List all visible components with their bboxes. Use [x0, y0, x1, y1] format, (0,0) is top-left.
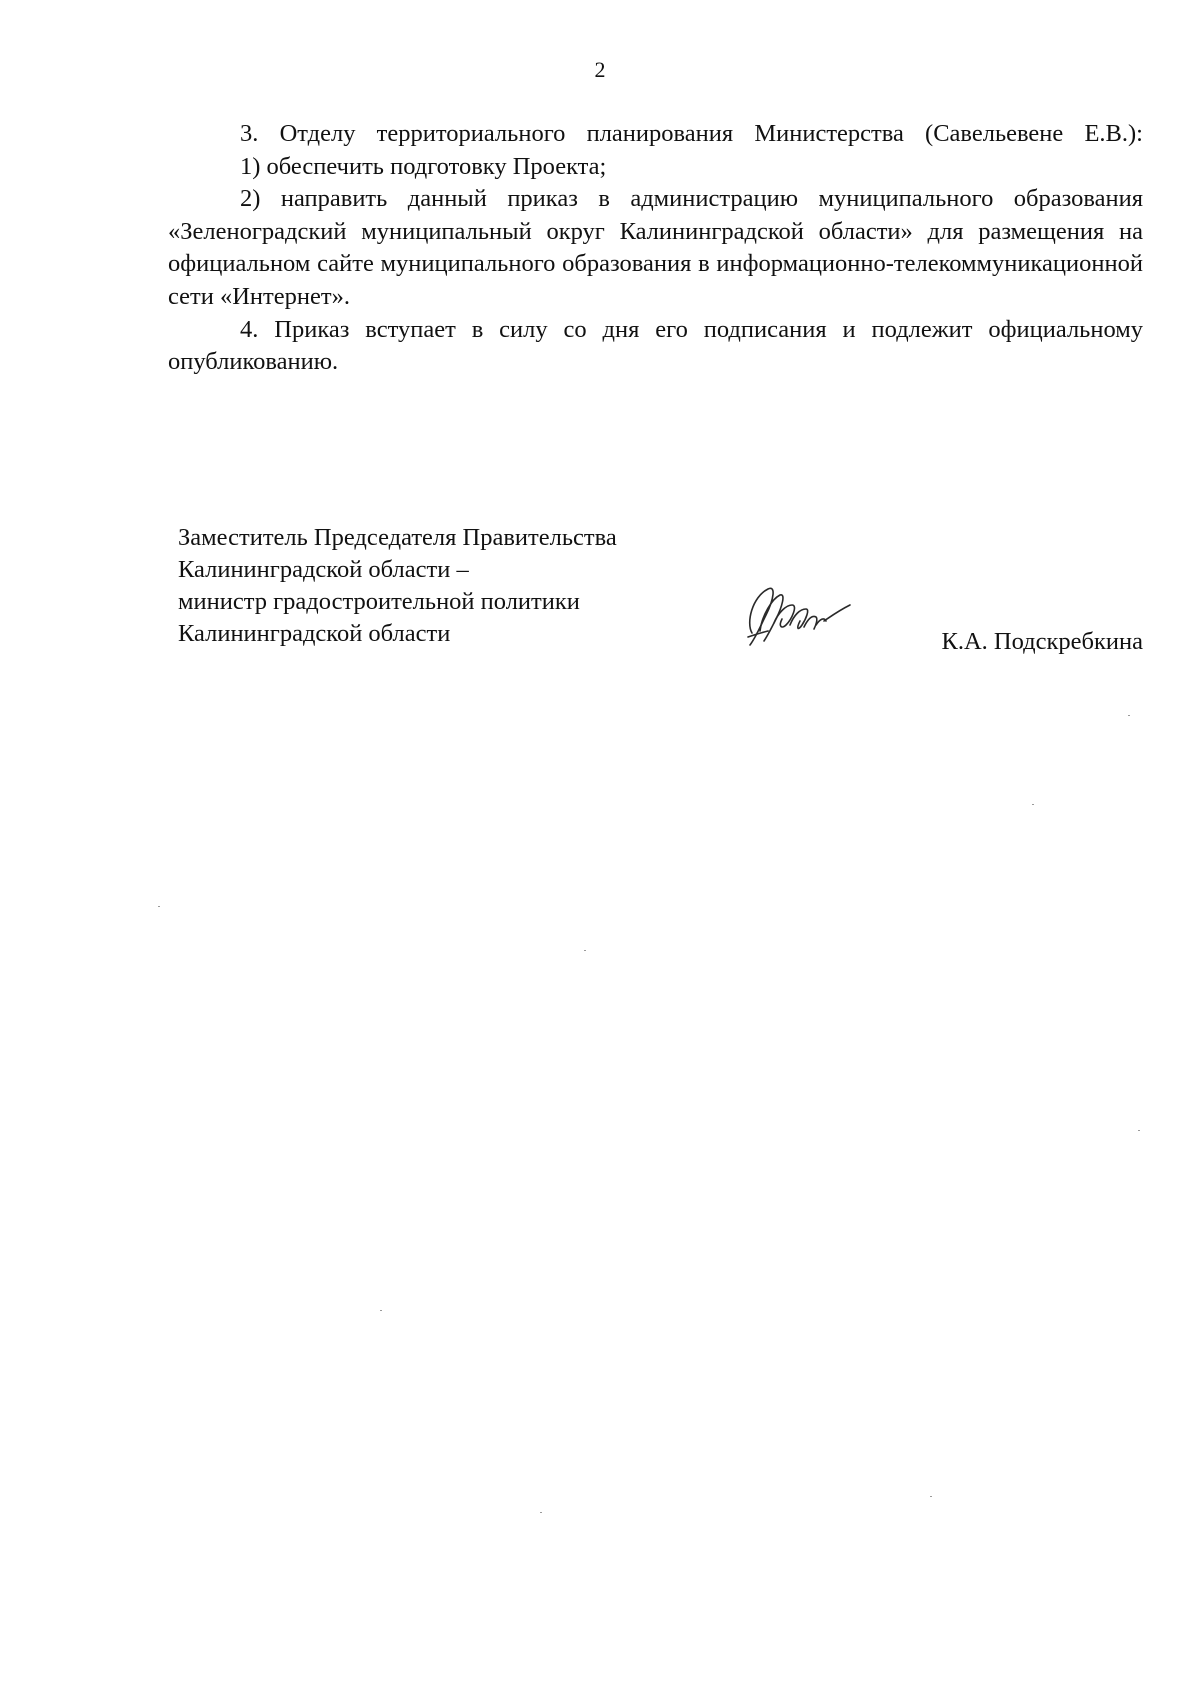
signatory-title — [178, 522, 617, 650]
handwritten-signature — [738, 575, 856, 655]
signatory-name: К.А. Подскребкина — [941, 628, 1143, 655]
scan-speck — [158, 906, 160, 907]
scan-speck — [1138, 1130, 1140, 1131]
document-body — [168, 118, 1143, 379]
paragraph-3-2: 2) направить данный приказ в администрацию муниципального образования «Зеленоградский муниципальный округ Калининградской области» для размещения на официальном сайте муниципального образования в информационно-телекоммуникационной сети «Интернет». — [168, 185, 1143, 310]
scan-speck — [930, 1496, 932, 1497]
scan-speck — [584, 950, 586, 951]
signatory-title-line: Калининградской области — [178, 620, 451, 647]
scan-speck — [540, 1512, 542, 1513]
paragraph-3: 3. Отделу территориального планирования Министерства (Савельевене Е.В.): — [240, 120, 1143, 147]
scan-speck — [380, 1310, 382, 1311]
scan-speck — [1128, 715, 1130, 716]
signatory-title-line: министр градостроительной политики — [178, 588, 580, 615]
signatory-title-line: Заместитель Председателя Правительства — [178, 524, 617, 551]
paragraph-3-1: 1) обеспечить подготовку Проекта; — [240, 152, 607, 180]
paragraph-4: 4. Приказ вступает в силу со дня его подписания и подлежит официальному опубликованию. — [168, 315, 1143, 376]
scan-speck — [1032, 804, 1034, 805]
page-number: 2 — [594, 57, 606, 82]
signatory-title-line: Калининградской области – — [178, 556, 469, 583]
